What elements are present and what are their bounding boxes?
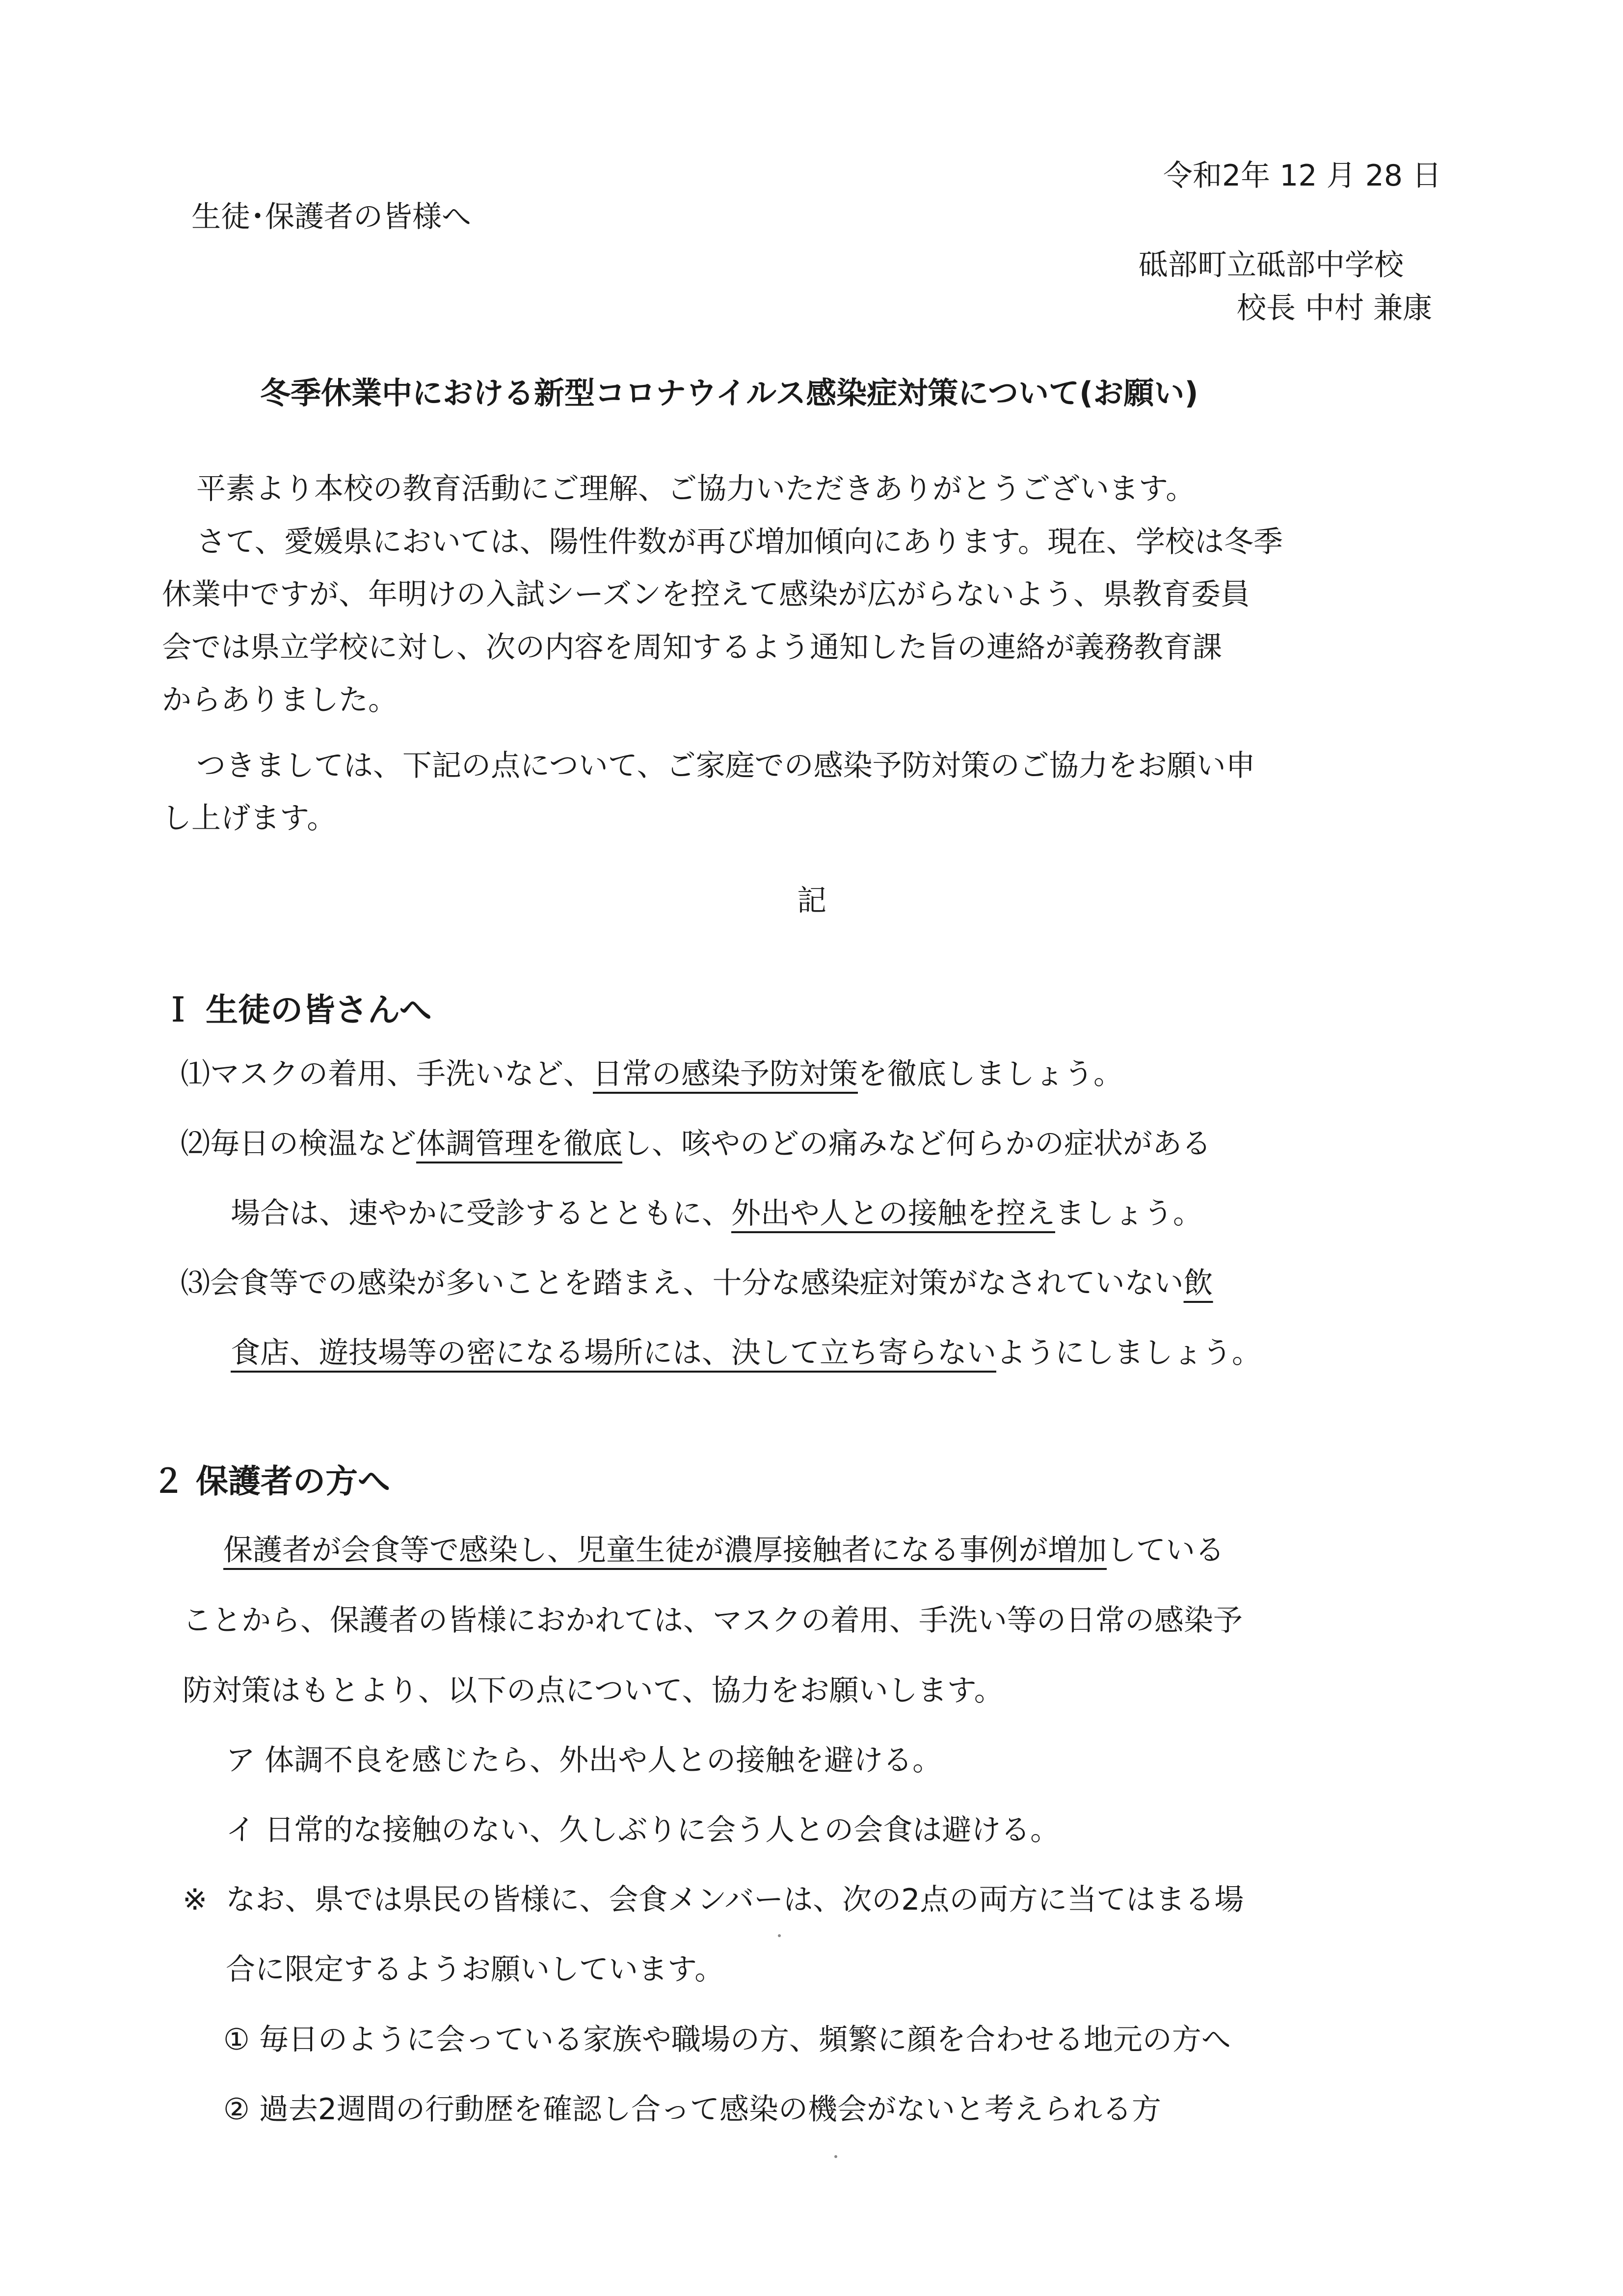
scan-speck <box>834 2155 837 2158</box>
item-2-underlined-1: 体調管理を徹底 <box>416 1127 622 1161</box>
section-2-heading: ２ 保護者の方へ <box>152 1462 390 1500</box>
section-2-paragraph-line-3: 防対策はもとより、以下の点について、協力をお願いします。 <box>183 1674 1004 1708</box>
point-a: ア 体調不良を感じたら、外出や人との接触を避ける。 <box>226 1743 942 1778</box>
intro-paragraph-3-line-2: し上げます。 <box>162 801 337 836</box>
section-1-item-2-line-2 <box>231 1196 1202 1231</box>
section-1-heading: Ｉ 生徒の皆さんへ <box>162 991 432 1029</box>
item-3-text-a: 会食等での感染が多いことを踏まえ、十分な感染症対策がなされていない <box>210 1266 1184 1300</box>
item-2-text-a: 毎日の検温など <box>210 1127 416 1161</box>
item-2-number: ⑵ <box>181 1127 210 1161</box>
item-1-text-b: を徹底しましょう。 <box>858 1057 1123 1091</box>
section-1-item-1 <box>181 1059 1123 1089</box>
item-2-underlined-2: 外出や人との接触を控え <box>731 1196 1055 1231</box>
ki-mark: 記 <box>797 884 826 918</box>
principal-name: 校長 中村 兼康 <box>1237 291 1433 325</box>
school-name: 砥部町立砥部中学校 <box>1139 248 1404 282</box>
scan-speck <box>778 1934 781 1937</box>
item-2-text-b: し、咳やのどの痛みなど何らかの症状がある <box>622 1127 1211 1161</box>
item-1-number: ⑴ <box>181 1057 210 1091</box>
item-3-text-b: ようにしましょう。 <box>996 1336 1261 1370</box>
note-mark: ※ <box>183 1883 208 1917</box>
intro-paragraph-2-line-1: さて、愛媛県においては、陽性件数が再び増加傾向にあります。現在、学校は冬季 <box>196 525 1283 559</box>
item-1-underlined: 日常の感染予防対策 <box>593 1057 858 1091</box>
section-2-underlined: 保護者が会食等で感染し、児童生徒が濃厚接触者になる事例が増加 <box>223 1533 1107 1567</box>
section-1-item-3-line-2 <box>231 1338 1261 1368</box>
note-line-1 <box>183 1885 1244 1915</box>
document-title: 冬季休業中における新型コロナウイルス感染症対策について(お願い) <box>260 375 1198 411</box>
note-line-2: 合に限定するようお願いしています。 <box>226 1952 724 1987</box>
point-i: イ 日常的な接触のない、久しぶりに会う人との会食は避ける。 <box>226 1813 1060 1847</box>
intro-paragraph-2-line-3: 会では県立学校に対し、次の内容を周知するよう通知した旨の連絡が義務教育課 <box>162 630 1222 665</box>
intro-paragraph-3-line-1: つきましては、下記の点について、ご家庭での感染予防対策のご協力をお願い申 <box>196 749 1255 783</box>
issue-date: 令和2年 12 月 28 日 <box>1163 159 1442 193</box>
item-3-underlined-2: 食店、遊技場等の密になる場所には、決して立ち寄らない <box>231 1336 996 1370</box>
note-text-1: なお、県では県民の皆様に、会食メンバーは、次の2点の両方に当てはまる場 <box>226 1883 1244 1917</box>
item-2-text-d: ましょう。 <box>1055 1196 1202 1231</box>
item-3-number: ⑶ <box>181 1266 210 1300</box>
item-3-underlined-1: 飲 <box>1183 1266 1213 1300</box>
section-2-paragraph-line-1 <box>223 1533 1224 1567</box>
condition-1: ① 毎日のように会っている家族や職場の方、頻繁に顔を合わせる地元の方へ <box>223 2023 1231 2057</box>
section-1-item-2-line-1 <box>181 1129 1211 1159</box>
intro-paragraph-2-line-2: 休業中ですが、年明けの入試シーズンを控えて感染が広がらないよう、県教育委員 <box>162 577 1250 612</box>
section-1-item-3-line-1 <box>181 1266 1213 1300</box>
item-2-text-c: 場合は、速やかに受診するとともに、 <box>231 1196 731 1231</box>
section-2-text-a: している <box>1107 1533 1224 1567</box>
item-1-text-a: マスクの着用、手洗いなど、 <box>210 1057 593 1091</box>
section-2-paragraph-line-2: ことから、保護者の皆様におかれては、マスクの着用、手洗い等の日常の感染予 <box>183 1603 1243 1638</box>
intro-paragraph-1: 平素より本校の教育活動にご理解、ご協力いただきありがとうございます。 <box>196 472 1196 506</box>
intro-paragraph-2-line-4: からありました。 <box>162 683 398 717</box>
addressee: 生徒･保護者の皆様へ <box>191 200 471 234</box>
condition-2: ② 過去2週間の行動歴を確認し合って感染の機会がないと考えられる方 <box>223 2092 1162 2127</box>
